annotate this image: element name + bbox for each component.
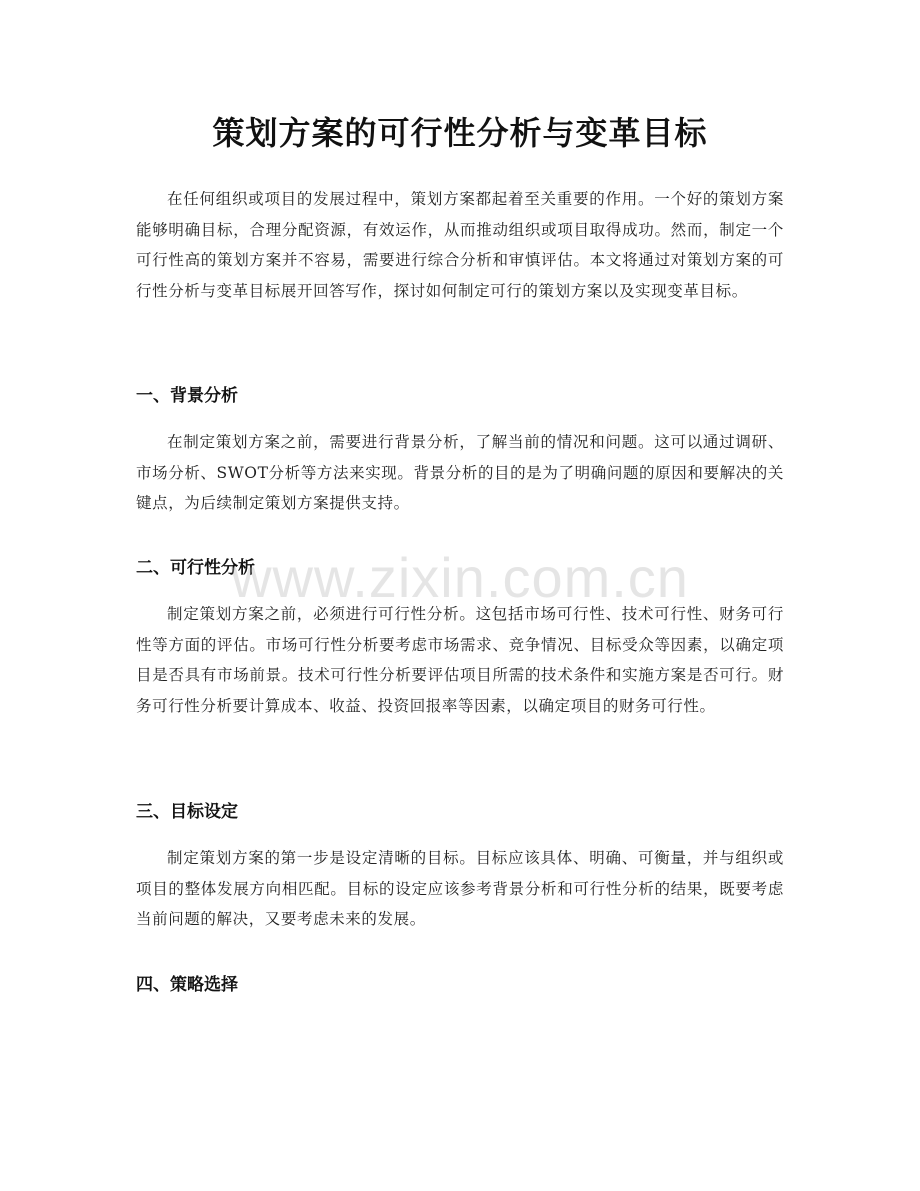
intro-paragraph: 在任何组织或项目的发展过程中，策划方案都起着至关重要的作用。一个好的策划方案能够明确目标，合理分配资源，有效运作，从而推动组织或项目取得成功。然而，制定一个可行性高的策划方案并不容易，需要进行综合分析和审慎评估。本文将通过对策划方案的可行性分析与变革目标展开回答写作，探讨如何制定可行的策划方案以及实现变革目标。 [136, 190, 784, 300]
document-title: 策划方案的可行性分析与变革目标 [212, 114, 708, 152]
section-body-background: 在制定策划方案之前，需要进行背景分析，了解当前的情况和问题。这可以通过调研、市场分析、SWOT分析等方法来实现。背景分析的目的是为了明确问题的原因和要解决的关键点，为后续制定策划方案提供支持。 [136, 433, 784, 512]
section-body-feasibility: 制定策划方案之前，必须进行可行性分析。这包括市场可行性、技术可行性、财务可行性等方面的评估。市场可行性分析要考虑市场需求、竞争情况、目标受众等因素，以确定项目是否具有市场前景。技术可行性分析要评估项目所需的技术条件和实施方案是否可行。财务可行性分析要计算成本、收益、投资回报率等因素，以确定项目的财务可行性。 [136, 605, 784, 715]
section-heading-feasibility: 二、可行性分析 [136, 558, 255, 578]
section-body-goals: 制定策划方案的第一步是设定清晰的目标。目标应该具体、明确、可衡量，并与组织或项目的整体发展方向相匹配。目标的设定应该参考背景分析和可行性分析的结果，既要考虑当前问题的解决，又要考虑未来的发展。 [136, 849, 784, 928]
section-heading-background: 一、背景分析 [136, 386, 238, 406]
section-heading-strategy: 四、策略选择 [136, 975, 238, 995]
watermark: www.zixin.com.cn [231, 546, 689, 609]
section-heading-goals: 三、目标设定 [136, 802, 238, 822]
